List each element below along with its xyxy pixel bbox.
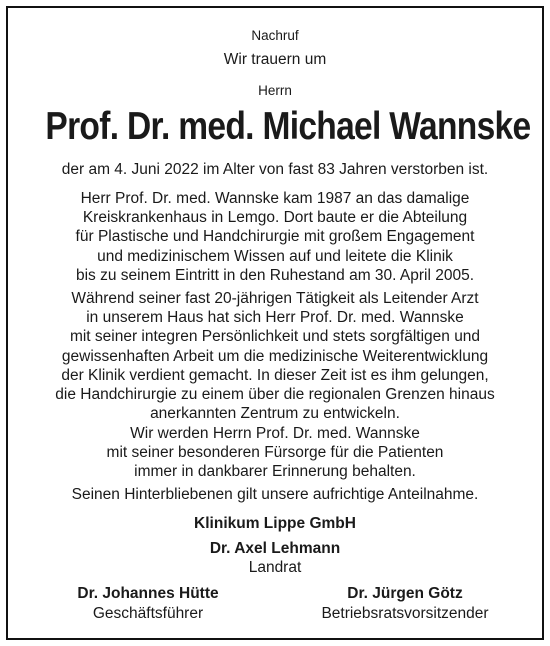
mourning-line: Wir trauern um: [223, 51, 327, 68]
signatory-right-name: Dr. Jürgen Götz: [347, 585, 463, 602]
signatory-left: [48, 584, 248, 624]
organization-name: Klinikum Lippe GmbH: [194, 515, 356, 532]
salutation: Herrn: [258, 83, 292, 98]
death-notice: der am 4. Juni 2022 im Alter von fast 83 Jahren verstorben ist.: [61, 161, 489, 178]
lead-signatory-role: Landrat: [248, 559, 302, 576]
signatory-right-role: Betriebsratsvorsitzender: [321, 605, 489, 622]
paragraph-tenure: Während seiner fast 20-jährigen Tätigkeit als Leitender Arzt in unserem Haus hat sich Herr Prof. Dr. med. Wannske mit seiner integren Persönlichkeit und stets sorgfältigen und gewissenhaften Arbeit um die medizinische Weiterentwicklung der Klinik verdient gemacht. In dieser Zeit ist es ihm gelungen, die Handchirurgie zu einem über die regionalen Grenzen hinaus anerkannten Zentrum zu entwickeln.: [55, 290, 495, 423]
paragraph-remembrance: Wir werden Herrn Prof. Dr. med. Wannske mit seiner besonderen Fürsorge für die Patienten immer in dankbarer Erinnerung behalten.: [106, 425, 444, 481]
paragraph-career: Herr Prof. Dr. med. Wannske kam 1987 an das damalige Kreiskrankenhaus in Lemgo. Dort baute er die Abteilung für Plastische und Handchirurgie mit großem Engagement und medizinischem Wissen auf und leitete die Klinik bis zu seinem Eintritt in den Ruhestand am 30. April 2005.: [75, 190, 475, 284]
signatory-left-role: Geschäftsführer: [92, 605, 204, 622]
signatory-left-name: Dr. Johannes Hütte: [77, 585, 219, 602]
notice-kicker: Nachruf: [251, 28, 299, 43]
paragraph-condolence: Seinen Hinterbliebenen gilt unsere aufrichtige Anteilnahme.: [71, 486, 479, 503]
lead-signatory-name: Dr. Axel Lehmann: [209, 540, 341, 557]
deceased-name: Prof. Dr. med. Michael Wannske: [45, 105, 531, 148]
signatory-right: [290, 584, 520, 624]
